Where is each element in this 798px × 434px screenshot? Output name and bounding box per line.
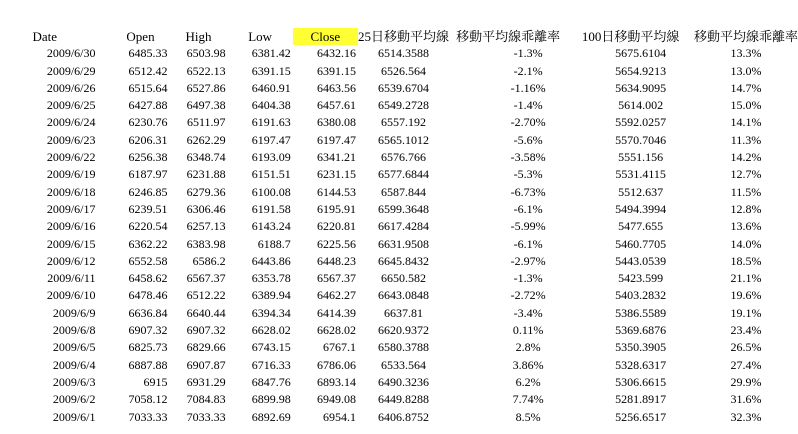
cell-open[interactable]: 6206.31 [128, 132, 168, 147]
cell-close[interactable]: 6954.1 [322, 409, 356, 424]
cell-ma25[interactable]: 6650.582 [380, 271, 426, 286]
cell-ma100[interactable]: 5423.599 [618, 271, 664, 286]
cell-deviation-25[interactable]: 2.8% [515, 340, 541, 355]
cell-ma100[interactable]: 5592.0257 [615, 115, 667, 130]
cell-deviation-25[interactable]: -2.97% [510, 253, 546, 268]
cell-ma100[interactable]: 5675.6104 [615, 46, 667, 61]
cell-deviation-25[interactable]: -5.3% [513, 167, 543, 182]
cell-high[interactable]: 6511.97 [187, 115, 226, 130]
cell-ma25[interactable]: 6449.8288 [377, 392, 429, 407]
header-row [8, 28, 798, 45]
cell-date[interactable]: 2009/6/16 [46, 219, 96, 234]
cell-deviation-100[interactable]: 19.6% [730, 288, 762, 303]
cell-high[interactable]: 6512.22 [186, 288, 226, 303]
cell-deviation-25[interactable]: -1.3% [513, 46, 543, 61]
cell-low[interactable]: 6353.78 [251, 271, 291, 286]
cell-deviation-25[interactable]: 6.2% [515, 374, 541, 389]
table-row [8, 305, 798, 322]
cell-close[interactable]: 6144.53 [316, 184, 356, 199]
cell-close[interactable]: 6949.08 [316, 392, 356, 407]
cell-close[interactable]: 6432.16 [316, 46, 356, 61]
cell-ma100[interactable]: 5386.5589 [615, 305, 667, 320]
cell-deviation-25[interactable]: 0.11% [512, 323, 544, 338]
cell-date[interactable]: 2009/6/15 [46, 236, 96, 251]
cell-date[interactable]: 2009/6/9 [52, 305, 96, 320]
table-row [8, 253, 798, 270]
cell-ma100[interactable]: 5403.2832 [615, 288, 667, 303]
cell-low[interactable]: 6443.86 [251, 253, 291, 268]
cell-open[interactable]: 6246.85 [128, 184, 168, 199]
cell-ma100[interactable]: 5281.8917 [615, 392, 667, 407]
cell-deviation-25[interactable]: -5.6% [513, 132, 543, 147]
cell-high[interactable]: 6497.38 [186, 98, 226, 113]
cell-deviation-25[interactable]: -3.4% [513, 305, 543, 320]
cell-deviation-25[interactable]: -3.58% [510, 150, 546, 165]
cell-open[interactable]: 6636.84 [128, 305, 168, 320]
cell-deviation-100[interactable]: 15.0% [730, 98, 762, 113]
table-row [8, 409, 798, 426]
cell-close[interactable]: 6197.47 [316, 132, 356, 147]
cell-date[interactable]: 2009/6/23 [46, 132, 96, 147]
header-deviation-25[interactable]: 移動平均線乖離率 [456, 29, 561, 44]
cell-date[interactable]: 2009/6/22 [46, 150, 96, 165]
cell-ma25[interactable]: 6576.766 [380, 150, 426, 165]
cell-ma100[interactable]: 5328.6317 [615, 357, 667, 372]
cell-deviation-100[interactable]: 31.6% [730, 392, 762, 407]
cell-close[interactable]: 6463.56 [316, 80, 356, 95]
table-row [8, 184, 798, 201]
cell-ma25[interactable]: 6637.81 [383, 305, 423, 320]
cell-deviation-100[interactable]: 12.8% [730, 201, 762, 216]
table-row [8, 322, 798, 339]
cell-date[interactable]: 2009/6/26 [46, 80, 96, 95]
cell-ma25[interactable]: 6514.3588 [377, 46, 429, 61]
table-row [8, 80, 798, 97]
cell-deviation-25[interactable]: -6.73% [510, 184, 546, 199]
cell-deviation-100[interactable]: 13.3% [730, 46, 762, 61]
price-table [8, 28, 798, 426]
cell-low[interactable]: 6143.24 [251, 219, 291, 234]
cell-high[interactable]: 6257.13 [186, 219, 226, 234]
cell-high[interactable]: 6262.29 [186, 132, 226, 147]
cell-ma100[interactable]: 5654.9213 [615, 63, 667, 78]
cell-open[interactable]: 6825.73 [128, 340, 168, 355]
cell-deviation-25[interactable]: -2.1% [513, 63, 543, 78]
cell-high[interactable]: 6907.87 [186, 357, 226, 372]
cell-deviation-100[interactable]: 27.4% [730, 357, 762, 372]
cell-close[interactable]: 6457.61 [316, 98, 356, 113]
cell-close[interactable]: 6380.08 [316, 115, 356, 130]
cell-deviation-25[interactable]: -1.16% [510, 80, 546, 95]
cell-date[interactable]: 2009/6/17 [46, 201, 96, 216]
cell-low[interactable]: 6716.33 [251, 357, 291, 372]
cell-high[interactable]: 6640.44 [186, 305, 226, 320]
cell-deviation-100[interactable]: 11.5% [730, 184, 762, 199]
table-row [8, 218, 798, 235]
table-row [8, 114, 798, 131]
cell-deviation-100[interactable]: 29.9% [730, 374, 762, 389]
cell-ma100[interactable]: 5306.6615 [615, 374, 667, 389]
cell-high[interactable]: 6383.98 [186, 236, 226, 251]
cell-date[interactable]: 2009/6/3 [52, 374, 96, 389]
cell-high[interactable]: 7033.33 [186, 409, 226, 424]
cell-close[interactable]: 6414.39 [316, 305, 356, 320]
table-row [8, 97, 798, 114]
cell-ma100[interactable]: 5369.6876 [615, 323, 667, 338]
cell-high[interactable]: 7084.83 [186, 392, 226, 407]
cell-low[interactable]: 6847.76 [251, 374, 291, 389]
cell-open[interactable]: 6220.54 [128, 219, 168, 234]
cell-date[interactable]: 2009/6/19 [46, 167, 96, 182]
cell-ma100[interactable]: 5350.3905 [615, 340, 667, 355]
cell-ma25[interactable]: 6539.6704 [377, 80, 429, 95]
table-row [8, 374, 798, 391]
cell-ma25[interactable]: 6565.1012 [377, 132, 429, 147]
table-row [8, 339, 798, 356]
header-close[interactable]: Close [293, 28, 358, 45]
table-row [8, 391, 798, 408]
cell-open[interactable]: 6427.88 [128, 98, 168, 113]
cell-deviation-25[interactable]: -2.70% [510, 115, 546, 130]
cell-close[interactable]: 6462.27 [316, 288, 356, 303]
header-open[interactable]: Open [126, 29, 155, 44]
cell-deviation-25[interactable]: -6.1% [513, 236, 543, 251]
cell-low[interactable]: 6628.02 [251, 323, 291, 338]
cell-ma25[interactable]: 6580.3788 [377, 340, 429, 355]
cell-deviation-100[interactable]: 14.2% [730, 150, 762, 165]
cell-low[interactable]: 6892.69 [251, 409, 291, 424]
cell-ma100[interactable]: 5512.637 [618, 184, 664, 199]
cell-deviation-25[interactable]: -1.3% [513, 271, 543, 286]
cell-high[interactable]: 6279.36 [186, 184, 226, 199]
cell-open[interactable]: 6512.42 [128, 63, 168, 78]
cell-close[interactable]: 6220.81 [316, 219, 356, 234]
cell-high[interactable]: 6306.46 [186, 201, 226, 216]
header-date[interactable]: Date [32, 29, 58, 44]
cell-date[interactable]: 2009/6/1 [52, 409, 96, 424]
cell-date[interactable]: 2009/6/5 [52, 340, 96, 355]
table-row [8, 166, 798, 183]
table-row [8, 149, 798, 166]
cell-close[interactable]: 6341.21 [316, 150, 356, 165]
cell-ma100[interactable]: 5443.0539 [615, 253, 667, 268]
cell-open[interactable]: 6907.32 [128, 323, 168, 338]
cell-open[interactable]: 6485.33 [128, 46, 168, 61]
cell-deviation-100[interactable]: 13.0% [730, 63, 762, 78]
cell-deviation-100[interactable]: 32.3% [730, 409, 762, 424]
cell-deviation-100[interactable]: 23.4% [730, 323, 762, 338]
cell-low[interactable]: 6193.09 [251, 150, 291, 165]
cell-low[interactable]: 6191.63 [251, 115, 291, 130]
cell-close[interactable]: 6448.23 [316, 253, 356, 268]
header-low[interactable]: Low [248, 29, 273, 44]
table-row [8, 270, 798, 287]
cell-low[interactable]: 6391.15 [251, 63, 291, 78]
cell-open[interactable]: 6552.58 [128, 253, 168, 268]
cell-deviation-25[interactable]: 8.5% [515, 409, 541, 424]
cell-deviation-100[interactable]: 14.0% [730, 236, 762, 251]
cell-low[interactable]: 6151.51 [251, 167, 291, 182]
cell-ma25[interactable]: 6645.8432 [377, 253, 429, 268]
cell-low[interactable]: 6381.42 [251, 46, 291, 61]
cell-deviation-100[interactable]: 12.7% [730, 167, 762, 182]
cell-high[interactable]: 6527.86 [186, 80, 226, 95]
cell-date[interactable]: 2009/6/2 [52, 392, 96, 407]
cell-low[interactable]: 6899.98 [251, 392, 291, 407]
cell-date[interactable]: 2009/6/29 [46, 63, 96, 78]
table-row [8, 63, 798, 80]
cell-ma25[interactable]: 6533.564 [380, 357, 426, 372]
cell-deviation-100[interactable]: 26.5% [730, 340, 762, 355]
table-row [8, 357, 798, 374]
cell-date[interactable]: 2009/6/11 [47, 271, 96, 286]
table-row [8, 236, 798, 253]
cell-deviation-25[interactable]: -2.72% [510, 288, 546, 303]
cell-deviation-100[interactable]: 21.1% [730, 271, 762, 286]
cell-low[interactable]: 6188.7 [257, 236, 291, 251]
cell-deviation-100[interactable]: 19.1% [730, 305, 762, 320]
cell-low[interactable]: 6743.15 [251, 340, 291, 355]
cell-ma25[interactable]: 6599.3648 [377, 201, 429, 216]
cell-close[interactable]: 6893.14 [316, 374, 356, 389]
cell-high[interactable]: 6586.2 [192, 253, 226, 268]
cell-open[interactable]: 6458.62 [128, 271, 168, 286]
cell-deviation-25[interactable]: -6.1% [513, 201, 543, 216]
cell-open[interactable]: 6362.22 [128, 236, 168, 251]
cell-ma25[interactable]: 6490.3236 [377, 374, 429, 389]
cell-close[interactable]: 6567.37 [316, 271, 356, 286]
cell-ma25[interactable]: 6620.9372 [377, 323, 429, 338]
cell-close[interactable]: 6225.56 [316, 236, 356, 251]
cell-low[interactable]: 6404.38 [251, 98, 291, 113]
header-deviation-100[interactable]: 移動平均線乖離率 [693, 29, 798, 44]
header-ma25[interactable]: 25日移動平均線 [357, 29, 449, 44]
cell-high[interactable]: 6829.66 [186, 340, 226, 355]
cell-ma25[interactable]: 6587.844 [380, 184, 426, 199]
cell-open[interactable]: 6887.88 [128, 357, 168, 372]
header-high[interactable]: High [185, 29, 212, 44]
header-ma100[interactable]: 100日移動平均線 [581, 29, 680, 44]
cell-deviation-100[interactable]: 18.5% [730, 253, 762, 268]
cell-close[interactable]: 6231.15 [316, 167, 356, 182]
table-body [8, 45, 798, 426]
cell-high[interactable]: 6503.98 [186, 46, 226, 61]
cell-deviation-25[interactable]: -1.4% [513, 98, 543, 113]
cell-close[interactable]: 6391.15 [316, 63, 356, 78]
cell-open[interactable]: 6187.97 [128, 167, 168, 182]
cell-date[interactable]: 2009/6/18 [46, 184, 96, 199]
cell-high[interactable]: 6931.29 [186, 374, 226, 389]
cell-ma25[interactable]: 6406.8752 [377, 409, 429, 424]
cell-date[interactable]: 2009/6/30 [46, 46, 96, 61]
cell-high[interactable]: 6907.32 [186, 323, 226, 338]
table-row [8, 201, 798, 218]
cell-low[interactable]: 6460.91 [251, 80, 291, 95]
cell-ma100[interactable]: 5634.9095 [615, 80, 667, 95]
cell-date[interactable]: 2009/6/25 [46, 98, 96, 113]
cell-ma100[interactable]: 5494.3994 [615, 201, 667, 216]
table-row [8, 45, 798, 62]
cell-ma100[interactable]: 5477.655 [618, 219, 664, 234]
cell-ma100[interactable]: 5551.156 [618, 150, 664, 165]
cell-ma25[interactable]: 6643.0848 [377, 288, 429, 303]
cell-date[interactable]: 2009/6/10 [46, 288, 96, 303]
cell-deviation-100[interactable]: 13.6% [730, 219, 762, 234]
cell-ma25[interactable]: 6549.2728 [377, 98, 429, 113]
cell-ma25[interactable]: 6617.4284 [377, 219, 429, 234]
cell-high[interactable]: 6348.74 [186, 150, 226, 165]
cell-low[interactable]: 6197.47 [251, 132, 291, 147]
cell-ma100[interactable]: 5256.6517 [615, 409, 667, 424]
cell-low[interactable]: 6394.34 [251, 305, 291, 320]
cell-open[interactable]: 6256.38 [128, 150, 168, 165]
cell-open[interactable]: 6239.51 [128, 201, 168, 216]
table-row [8, 132, 798, 149]
cell-ma100[interactable]: 5460.7705 [615, 236, 667, 251]
cell-date[interactable]: 2009/6/24 [46, 115, 96, 130]
cell-close[interactable]: 6786.06 [316, 357, 356, 372]
cell-open[interactable]: 6478.46 [128, 288, 168, 303]
cell-open[interactable]: 7033.33 [128, 409, 168, 424]
cell-ma100[interactable]: 5570.7046 [615, 132, 667, 147]
cell-low[interactable]: 6389.94 [251, 288, 291, 303]
cell-ma100[interactable]: 5531.4115 [615, 167, 666, 182]
cell-date[interactable]: 2009/6/4 [52, 357, 96, 372]
cell-open[interactable]: 6230.76 [128, 115, 168, 130]
cell-close[interactable]: 6628.02 [316, 323, 356, 338]
cell-open[interactable]: 6515.64 [128, 80, 168, 95]
cell-ma25[interactable]: 6577.6844 [377, 167, 429, 182]
cell-deviation-25[interactable]: -5.99% [510, 219, 546, 234]
cell-low[interactable]: 6100.08 [251, 184, 291, 199]
cell-deviation-25[interactable]: 7.74% [512, 392, 544, 407]
cell-high[interactable]: 6567.37 [186, 271, 226, 286]
cell-open[interactable]: 7058.12 [128, 392, 168, 407]
cell-ma25[interactable]: 6557.192 [380, 115, 426, 130]
cell-date[interactable]: 2009/6/8 [52, 323, 96, 338]
cell-ma25[interactable]: 6526.564 [380, 63, 426, 78]
cell-deviation-100[interactable]: 11.3% [730, 132, 762, 147]
cell-low[interactable]: 6191.58 [251, 201, 291, 216]
cell-ma25[interactable]: 6631.9508 [377, 236, 429, 251]
cell-date[interactable]: 2009/6/12 [46, 253, 96, 268]
table-row [8, 287, 798, 304]
cell-deviation-100[interactable]: 14.1% [730, 115, 762, 130]
cell-deviation-100[interactable]: 14.7% [730, 80, 762, 95]
cell-open[interactable]: 6915 [143, 374, 168, 389]
cell-high[interactable]: 6231.88 [186, 167, 226, 182]
cell-deviation-25[interactable]: 3.86% [512, 357, 544, 372]
cell-ma100[interactable]: 5614.002 [618, 98, 664, 113]
cell-close[interactable]: 6195.91 [316, 201, 356, 216]
cell-close[interactable]: 6767.1 [322, 340, 356, 355]
cell-high[interactable]: 6522.13 [186, 63, 226, 78]
